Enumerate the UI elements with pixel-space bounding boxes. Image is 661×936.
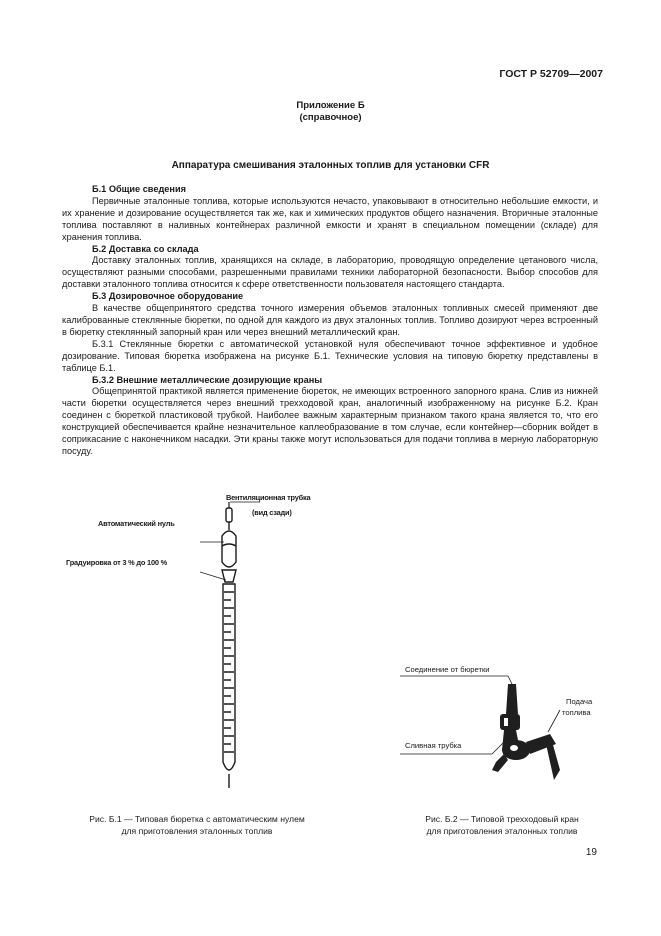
label-vent-tube: Вентиляционная трубка xyxy=(226,493,311,502)
paragraph: Общепринятой практикой является применение бюреток, не имеющих встроенного запорного крана. Слив из нижней части бюретки осуществляется через внешний трехходовой кран, аналогичный изображенному на рисунке Б.2. Кран соединен с бюреткой пластиковой трубкой. Наиболее важным характерным признаком такого крана является то, что его конструкцией обеспечивается крайне незначительное каплеобразование в том случае, если контейнер—сборник войдет в соприкасание с наконечником насадки. Эти краны также могут использоваться для подачи топлива в мерную лабораторную посуду. xyxy=(62,386,598,456)
caption-line: для приготовления эталонных топлив xyxy=(121,826,273,836)
appendix-subtitle: (справочное) xyxy=(299,112,362,123)
figure2-caption xyxy=(400,813,604,837)
caption-line: Рис. Б.1 — Типовая бюретка с автоматическим нулем xyxy=(89,814,305,824)
paragraph: Первичные эталонные топлива, которые используются нечасто, упаковывают в относительно небольшие емкости, и их хранение и дозирование осуществляется так же, как и химических продуктов общего назначения. Вторичные эталонные топлива поставляют в наливных контейнерах различной емкости и хранят в специальном помещении (складе) для хранения топлива. xyxy=(62,195,598,242)
document-body xyxy=(62,184,598,458)
caption-line: Рис. Б.2 — Типовой трехходовый кран xyxy=(425,814,579,824)
label-feed-1: Подача xyxy=(566,697,593,706)
paragraph: Б.3.1 Стеклянные бюретки с автоматической установкой нуля обеспечивают точное эффективное и удобное дозирование. Типовая бюретка изображена на рисунке Б.1. Технические условия на типовую бюретку представлены в таблице Б.1. xyxy=(62,338,598,373)
figure1-caption xyxy=(62,813,332,837)
graduation-marks xyxy=(224,592,234,752)
main-title: Аппаратура смешивания эталонных топлив для установки CFR xyxy=(171,160,490,171)
burette-connector xyxy=(506,684,518,714)
caption-line: для приготовления эталонных топлив xyxy=(426,826,578,836)
vent-tube-top xyxy=(226,508,232,522)
burette-figure xyxy=(200,500,260,800)
label-feed-2: топлива xyxy=(562,708,591,717)
label-auto-zero: Автоматический нуль xyxy=(98,519,175,528)
valve-figure xyxy=(400,670,580,800)
section-heading-b1: Б.1 Общие сведения xyxy=(92,184,186,194)
auto-zero-bulb xyxy=(222,531,236,567)
section-heading-b32: Б.3.2 Внешние металлические дозирующие краны xyxy=(92,374,323,385)
standard-header: ГОСТ Р 52709—2007 xyxy=(499,68,603,80)
label-graduation: Градуировка от 3 % до 100 % xyxy=(66,558,168,567)
page-number: 19 xyxy=(585,847,597,858)
label-connection: Соединение от бюретки xyxy=(405,665,490,674)
paragraph: Доставку эталонных топлив, хранящихся на складе, в лабораторию, проводящую определение цетанового числа, осуществляют разными способами, разрешенными правилами техники лабораторной безопасности. Выбор способов для доставки эталонного топлива относится к сфере ответственности пользователя настоящего стандарта. xyxy=(62,255,598,290)
burette-tube xyxy=(223,584,235,770)
label-drain: Сливная трубка xyxy=(405,741,462,750)
drain-nozzle xyxy=(492,754,508,772)
label-vent-tube-sub: (вид сзади) xyxy=(252,508,292,517)
section-heading-b3: Б.3 Дозировочное оборудование xyxy=(92,291,244,302)
paragraph: В качестве общепринятого средства точного измерения объемов эталонных топливных смесей применяют две калиброванные стеклянные бюретки, по одной для каждого из двух эталонных топлив. Топливо дозируют через встроенный в бюретку стеклянный запорный кран или через внешний металлический кран. xyxy=(62,303,598,337)
appendix-title: Приложение Б xyxy=(296,100,365,111)
section-heading-b2: Б.2 Доставка со склада xyxy=(92,243,199,254)
